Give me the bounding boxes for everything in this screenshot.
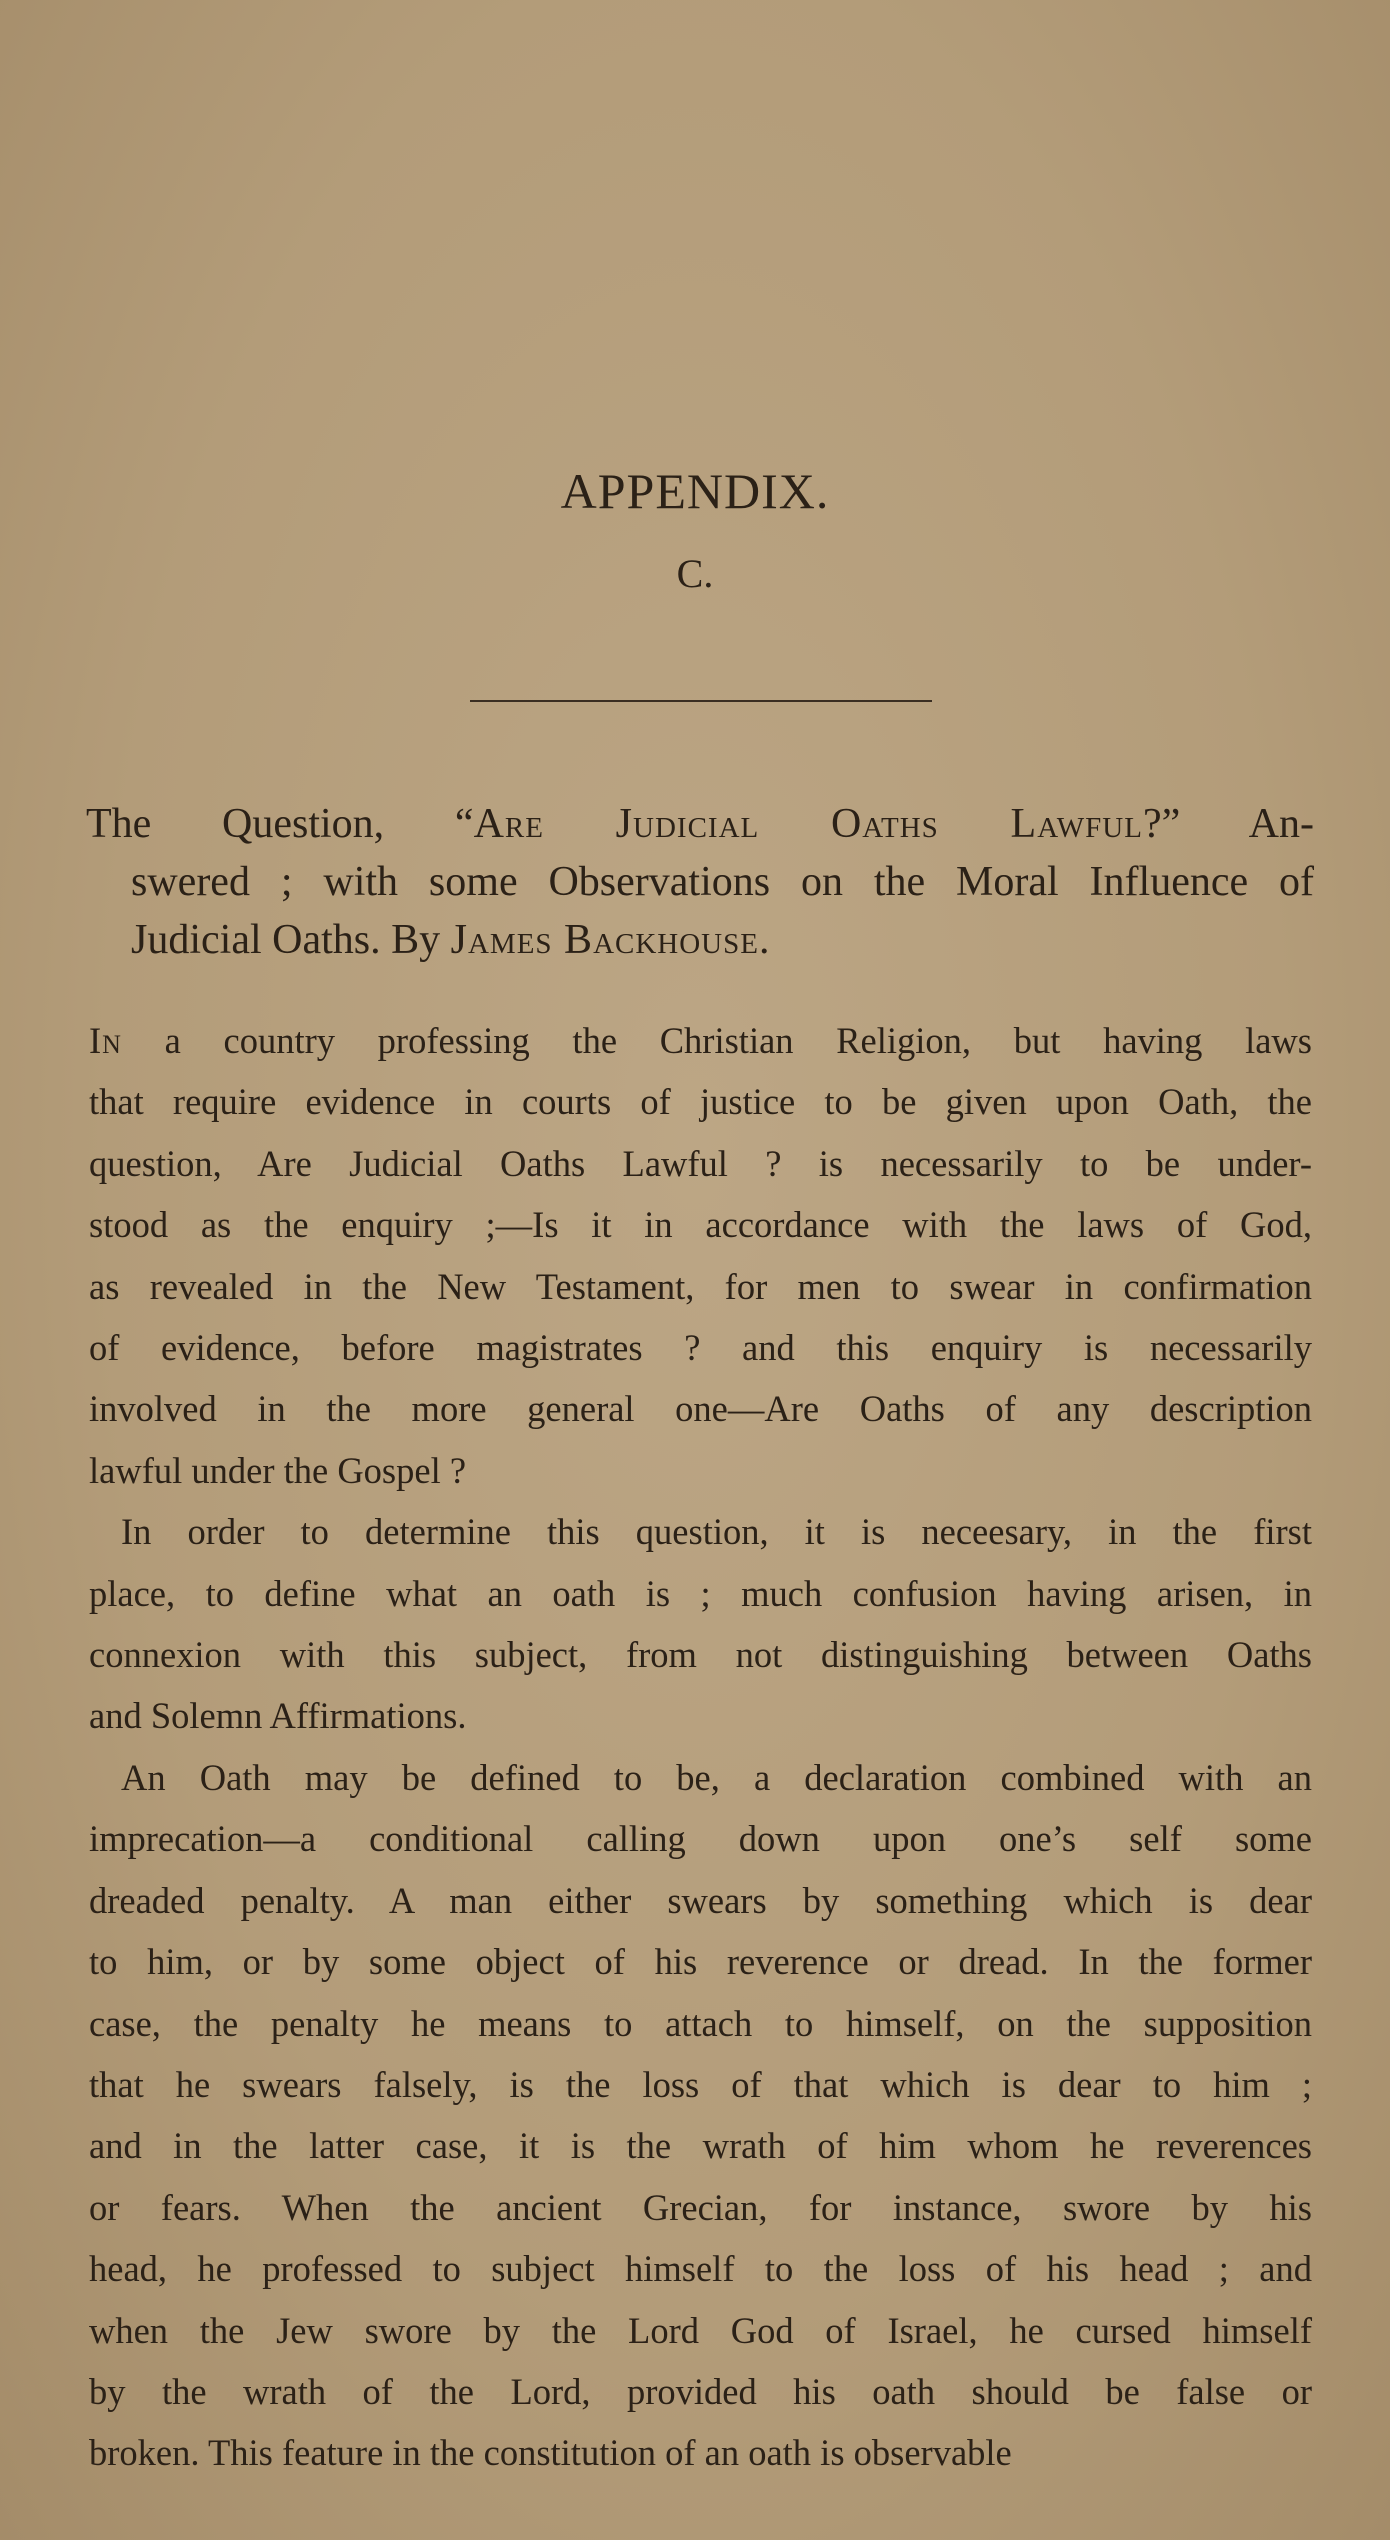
heading-smallcaps-title: Are Judicial Oaths Lawful [473,801,1143,847]
text-line: dreaded penalty. A man either swears by something which is dear [89,1879,1312,1921]
small-caps-opening: In [89,1020,122,1061]
text-line: question, Are Judicial Oaths Lawful ? is necessarily to be under- [89,1142,1312,1184]
heading-author: James Backhouse. [450,917,771,963]
text-line: imprecation—a conditional calling down upon one’s self some [89,1818,1312,1860]
text-segment: a country professing the Christian Religion, but having laws [121,1020,1312,1061]
paragraph [89,1010,1312,1501]
paragraph [89,1501,1312,1747]
text-line: when the Jew swore by the Lord God of Israel, he cursed himself [89,2309,1312,2351]
heading-text: ?” An- [1142,801,1314,847]
text-line: to him, or by some object of his reverence or dread. In the former [89,1941,1312,1983]
text-line: as revealed in the New Testament, for men to swear in confirmation [89,1265,1312,1307]
text-line: that he swears falsely, is the loss of that which is dear to him ; [89,2063,1312,2105]
section-heading [86,795,1314,969]
text-line: case, the penalty he means to attach to himself, on the supposition [89,2002,1312,2044]
heading-text: The Question, “ [86,801,474,847]
text-line: lawful under the Gospel ? [89,1449,467,1491]
text-line: by the wrath of the Lord, provided his oath should be false or [89,2370,1312,2412]
appendix-letter: C. [676,551,714,596]
text-line: An Oath may be defined to be, a declaration combined with an [121,1756,1312,1798]
paragraph [89,1747,1312,2484]
text-line: that require evidence in courts of justice to be given upon Oath, the [89,1081,1312,1123]
body-text [89,1010,1312,2484]
text-line: of evidence, before magistrates ? and this enquiry is necessarily [89,1327,1312,1369]
heading-line [86,795,1314,853]
horizontal-rule-divider [470,700,932,702]
text-line: and in the latter case, it is the wrath of him whom he reverences [89,2125,1312,2167]
text-line: stood as the enquiry ;—Is it in accordance with the laws of God, [89,1204,1312,1246]
text-line: broken. This feature in the constitution of an oath is observable [89,2432,1012,2474]
text-line: head, he professed to subject himself to the loss of his head ; and [89,2248,1312,2290]
appendix-title: APPENDIX. [560,463,830,519]
heading-text: Judicial Oaths. By [131,917,451,963]
text-line: place, to define what an oath is ; much confusion having arisen, in [89,1572,1312,1614]
text-line: involved in the more general one—Are Oaths of any description [89,1388,1312,1430]
text-line: In order to determine this question, it is neceesary, in the first [121,1511,1312,1553]
text-line: and Solemn Affirmations. [89,1695,467,1737]
heading-line: swered ; with some Observations on the Moral Influence of [131,859,1314,905]
text-line [89,1010,1312,1071]
text-line: connexion with this subject, from not distinguishing between Oaths [89,1634,1312,1676]
heading-line [86,911,1314,969]
text-line: or fears. When the ancient Grecian, for instance, swore by his [89,2186,1312,2228]
